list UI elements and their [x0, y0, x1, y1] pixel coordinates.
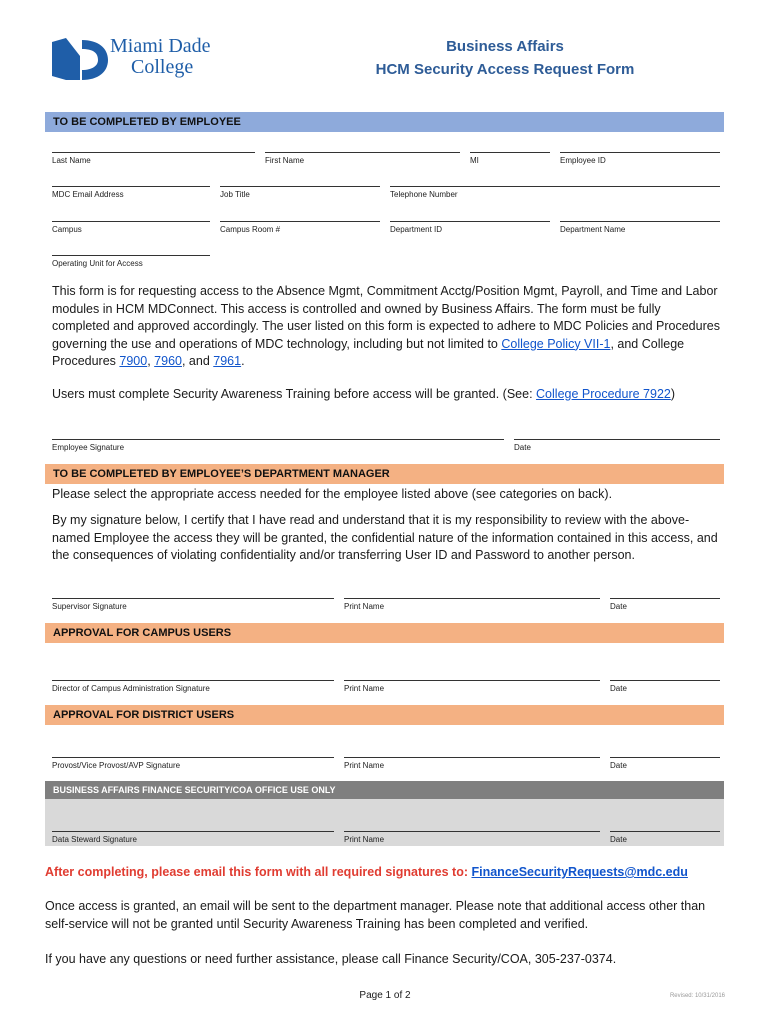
district-date-field[interactable]: Date — [610, 757, 720, 770]
office-print-name-field[interactable]: Print Name — [344, 831, 600, 844]
campus-print-name-field[interactable]: Print Name — [344, 680, 600, 693]
supervisor-date-field[interactable]: Date — [610, 598, 720, 611]
training-text: Users must complete Security Awareness Training before access will be granted. (See: — [52, 387, 537, 401]
closing-paren: ) — [670, 387, 676, 401]
campus-field[interactable]: Campus — [52, 221, 210, 234]
logo-line1: Miami Dade — [110, 35, 211, 57]
employee-signature-field[interactable]: Employee Signature — [52, 439, 504, 452]
department-name-field[interactable]: Department Name — [560, 221, 720, 234]
first-name-field[interactable]: First Name — [265, 152, 460, 165]
data-steward-signature-field[interactable]: Data Steward Signature — [52, 831, 334, 844]
office-date-field[interactable]: Date — [610, 831, 720, 844]
district-approval-header: APPROVAL FOR DISTRICT USERS — [45, 705, 724, 725]
procedure-7960-link[interactable]: 7960 — [154, 354, 182, 368]
mi-field[interactable]: MI — [470, 152, 550, 165]
campus-date-field[interactable]: Date — [610, 680, 720, 693]
training-requirement-paragraph — [52, 386, 720, 404]
procedure-7922-link[interactable]: College Procedure 7922 — [536, 387, 671, 401]
procedure-7900-link[interactable]: 7900 — [119, 354, 148, 368]
mdc-logo — [52, 36, 232, 80]
separator-text: , — [147, 354, 155, 368]
separator-text: , and — [181, 354, 214, 368]
last-name-field[interactable]: Last Name — [52, 152, 255, 165]
email-instruction — [45, 864, 730, 882]
finance-security-email-link[interactable]: FinanceSecurityRequests@mdc.edu — [471, 865, 688, 879]
office-use-header: BUSINESS AFFAIRS FINANCE SECURITY/COA OFFICE USE ONLY — [45, 781, 724, 799]
procedure-7961-link[interactable]: 7961 — [213, 354, 242, 368]
supervisor-print-name-field[interactable]: Print Name — [344, 598, 600, 611]
page-number: Page 1 of 2 — [359, 990, 411, 1001]
job-title-field[interactable]: Job Title — [220, 186, 380, 199]
manager-instructions: Please select the appropriate access needed for the employee listed above (see categories on back). — [52, 487, 613, 501]
department-id-field[interactable]: Department ID — [390, 221, 550, 234]
manager-certification: By my signature below, I certify that I have read and understand that it is my responsibility to review with the above-named Employee the access they will be granted, the confidential nature of the information contained in this access, and the consequences of violating confidentiality and/or transferring User ID and Password to another person. — [52, 513, 718, 562]
telephone-field[interactable]: Telephone Number — [390, 186, 720, 199]
campus-director-signature-field[interactable]: Director of Campus Administration Signature — [52, 680, 334, 693]
operating-unit-field[interactable]: Operating Unit for Access — [52, 255, 210, 268]
manager-section-header: TO BE COMPLETED BY EMPLOYEE’S DEPARTMENT MANAGER — [45, 464, 724, 484]
employee-date-field[interactable]: Date — [514, 439, 720, 452]
email-instruction-text: After completing, please email this form with all required signatures to: — [45, 865, 472, 879]
assistance-note: If you have any questions or need further assistance, please call Finance Security/COA, 305-237-0374. — [45, 952, 617, 966]
access-granted-note: Once access is granted, an email will be sent to the department manager. Please note that additional access other than self-service will not be granted until Security Awareness Training has been completed and verified. — [45, 899, 706, 931]
campus-approval-header: APPROVAL FOR CAMPUS USERS — [45, 623, 724, 643]
logo-line2: College — [131, 56, 194, 78]
employee-section-header: TO BE COMPLETED BY EMPLOYEE — [45, 112, 724, 132]
description-text: This form is for requesting access to the Absence Mgmt, Commitment Acctg/Position Mgmt, Payroll, and Time and Labor modules in HCM MDConnect. This access is controlled and owned by Business Affairs. The form must be fully completed and approved accordingly. The user listed on this form is expected to adhere to MDC Policies and Procedures governing the use and operations of MDC technology, including but not limited to — [52, 284, 720, 351]
procedures-text: , and College Procedures — [52, 336, 685, 368]
access-description-paragraph — [52, 283, 720, 371]
provost-signature-field[interactable]: Provost/Vice Provost/AVP Signature — [52, 757, 334, 770]
campus-room-field[interactable]: Campus Room # — [220, 221, 380, 234]
period-text: . — [241, 354, 245, 368]
college-policy-link[interactable]: College Policy VII-1 — [501, 336, 611, 351]
district-print-name-field[interactable]: Print Name — [344, 757, 600, 770]
revision-date: Revised: 10/31/2016 — [669, 993, 725, 999]
supervisor-signature-field[interactable]: Supervisor Signature — [52, 598, 334, 611]
employee-id-field[interactable]: Employee ID — [560, 152, 720, 165]
mdc-logo-mark-icon — [52, 36, 108, 80]
mdc-email-field[interactable]: MDC Email Address — [52, 186, 210, 199]
form-title: HCM Security Access Request Form — [375, 61, 635, 78]
form-department-title: Business Affairs — [446, 38, 564, 55]
